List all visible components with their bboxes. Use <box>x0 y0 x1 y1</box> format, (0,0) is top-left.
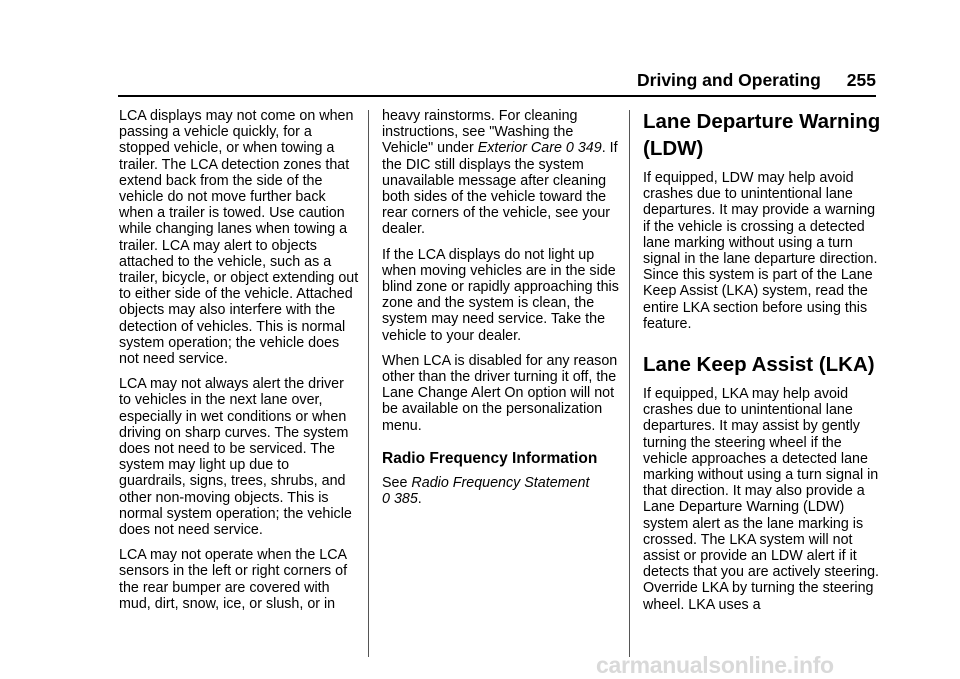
text-run: . <box>417 491 422 508</box>
watermark: carmanualsonline.info <box>596 652 834 678</box>
paragraph <box>382 475 622 507</box>
paragraph: If the LCA displays do not light up when moving vehicles are in the side blind zone or rapidly approaching this zone and the system is clean, the system may need service. Take the vehicle to your dealer. <box>382 246 619 344</box>
column-divider-1 <box>368 110 369 657</box>
cross-reference-link[interactable] <box>382 475 589 507</box>
paragraph: If equipped, LDW may help avoid crashes due to unintentional lane departures. It may provide a warning if the vehicle is crossing a detected lane marking without using a turn signal in the lane departure direction. Since this system is part of the Lane Keep Assist (LKA) system, read the entire LKA section before using this feature. <box>643 170 878 332</box>
page-ref-icon: 0 <box>565 140 574 157</box>
cross-reference-link[interactable] <box>478 140 602 156</box>
reference-page: 349 <box>577 140 602 157</box>
paragraph <box>382 108 622 238</box>
paragraph: LCA displays may not come on when passing a vehicle quickly, for a stopped vehicle, or when towing a trailer. The LCA detection zones that extend back from the side of the vehicle do not move further back when a trailer is towed. Use caution while changing lanes when towing a trailer. LCA may alert to objects attached to the vehicle, such as a trailer, bicycle, or object extending out to either side of the vehicle. Attached objects may also interfere with the detection of vehicles. This is normal system operation; the vehicle does not need service. <box>119 108 359 368</box>
section-heading: Lane Keep Assist (LKA) <box>643 353 875 377</box>
paragraph: LCA may not always alert the driver to vehicles in the next lane over, especially in wet conditions or when driving on sharp curves. The system does not need to be serviced. The system may light up due to guardrails, signs, trees, shrubs, and other non-moving objects. This is normal system operation; the vehicle does not need service. <box>119 376 352 539</box>
page-number: 255 <box>846 70 876 90</box>
text-run: heavy rainstorms. For cleaning instructions, see "Washing the Vehicle" under <box>382 108 578 157</box>
subsection-heading: Radio Frequency Information <box>382 449 598 467</box>
reference-page: 385 <box>393 491 418 508</box>
paragraph: If equipped, LKA may help avoid crashes due to unintentional lane departures. It may assist by gently turning the steering wheel if the vehicle approaches a detected lane marking without using a turn signal in that direction. It may also provide a Lane Departure Warning (LDW) system alert as the lane marking is crossed. The LKA system will not assist or provide an LDW alert if it detects that you are actively steering. Override LKA by turning the steering wheel. LKA uses a <box>643 386 880 613</box>
section-title: Driving and Operating <box>637 70 821 90</box>
text-run: See <box>382 474 412 491</box>
reference-title: Radio Frequency Statement <box>411 474 590 491</box>
section-heading: Lane Departure Warning (LDW) <box>643 110 881 160</box>
paragraph: When LCA is disabled for any reason other than the driver turning it off, the Lane Change Alert On option will not be available on the personalization menu. <box>382 352 618 434</box>
paragraph: LCA may not operate when the LCA sensors in the left or right corners of the rear bumper are covered with mud, dirt, snow, ice, or slush, or in <box>119 547 348 612</box>
column-3 <box>643 108 883 622</box>
column-2 <box>382 108 622 516</box>
column-divider-2 <box>629 110 630 657</box>
column-1 <box>119 108 359 621</box>
page-header <box>637 70 876 91</box>
page-ref-icon: 0 <box>382 491 390 508</box>
text-run: . If the DIC still displays the system unavailable message after cleaning both sides of the vehicle toward the rear corners of the vehicle, see your dealer. <box>382 140 618 238</box>
header-rule <box>118 95 876 97</box>
reference-title: Exterior Care <box>477 140 562 157</box>
